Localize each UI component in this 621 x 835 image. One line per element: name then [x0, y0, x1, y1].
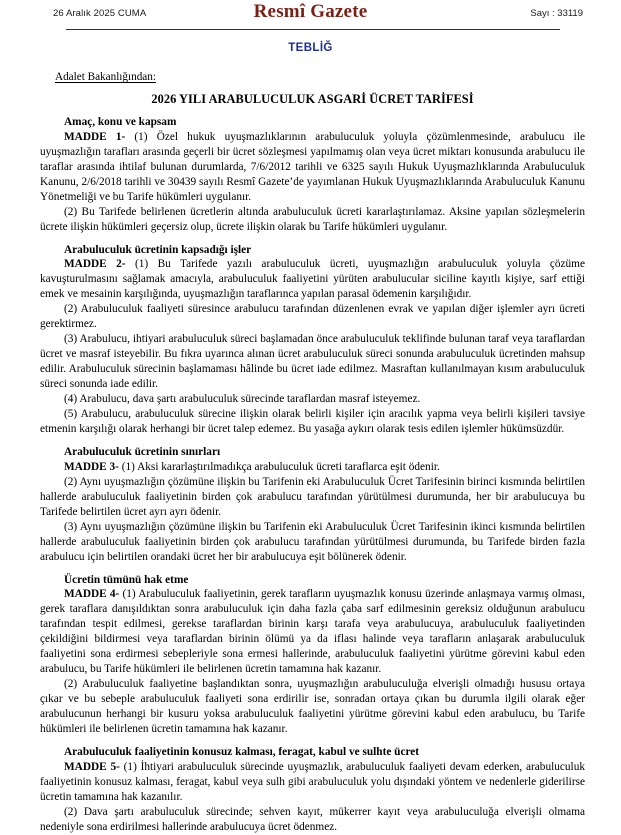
article-number: MADDE 1-: [64, 130, 126, 143]
masthead: [20, 0, 601, 26]
document-title: 2026 YILI ARABULUCULUK ASGARİ ÜCRET TARİFESİ: [151, 92, 474, 106]
issuer-line: [40, 54, 585, 85]
article-number: MADDE 2-: [64, 258, 126, 271]
paragraph: (2) Bu Tarifede belirlenen ücretlerin altında arabuluculuk ücreti kararlaştırılamaz. Aksine yapılan sözleşmelerin ücrete ilişkin hükümleri geçersiz olup, ücrete ilişkin olarak bu Tarife hükümleri uygulanır.: [40, 205, 585, 233]
article-number: MADDE 5-: [64, 760, 120, 773]
paragraph: (3) Arabulucu, ihtiyari arabuluculuk süreci başlamadan önce arabuluculuk teklifinde bulunan taraf veya taraflardan ücret ve masraf isteyebilir. Bu fıkra uyarınca alınan ücret arabuluculuk süreci sonunda arabuluculuk ücretinden mahsup edilir. Arabuluculuk sürecinin başlamaması hâlinde bu ücret iade edilmez. Masraftan kullanılmayan kısım arabuluculuk süreci sonunda iade edilir.: [40, 333, 585, 391]
paragraph: (4) Arabulucu, dava şartı arabuluculuk sürecinde taraflardan masraf isteyemez.: [64, 393, 421, 406]
article-heading: Arabuluculuk ücretinin sınırları: [64, 445, 221, 458]
paragraph: MADDE 5- (1) İhtiyari arabuluculuk sürecinde uyuşmazlık, arabuluculuk faaliyeti devam ederken, arabuluculuk faaliyetinin konusuz kalması, feragat, kabul veya sulh gibi arabuluculuk yolu dışındaki yöntem ve nedenlerle giderilirse ücretin tamamına hak kazanılır.: [40, 760, 585, 803]
article-heading: Arabuluculuk ücretinin kapsadığı işler: [64, 243, 252, 256]
publication-date: 26 Aralık 2025 CUMA: [53, 8, 147, 19]
paragraph: (2) Dava şartı arabuluculuk sürecinde; sehven kayıt, mükerrer kayıt veya arabuluculuğa elverişli olmama nedeniyle sona erdirilmesi hallerinde arabulucuya ücret ödenmez.: [40, 805, 585, 833]
paragraph: MADDE 2- (1) Bu Tarifede yazılı arabuluculuk ücreti, uyuşmazlığın arabuluculuk yoluyla çözüme kavuşturulmasını sağlamak amacıyla, arabuluculuk faaliyetini yürüten arabulucular siciline kayıtlı kişiye, sarf ettiği emek ve mesainin karşılığında, uyuşmazlığın taraflarınca yapılan parasal ödemenin karşılığıdır.: [40, 258, 585, 301]
article-heading: Ücretin tümünü hak etme: [64, 573, 189, 586]
issue-number: Sayı : 33119: [530, 8, 583, 19]
paragraph: (2) Arabuluculuk faaliyetine başlandıktan sonra, uyuşmazlığın arabuluculuğa elverişli olmadığı hususu ortaya çıkar ve bu sebeple arabuluculuk faaliyeti sona erdirilir ise, sonradan ortaya çıkan bu durumla ilgili olarak eğer arabulucunun herhangi bir kusuru yoksa arabuluculuk faaliyetini yürütme görevini kabul eden arabulucu, bu Tarife hükümleri ile belirlenen ücretin tamamına hak kazanır.: [40, 678, 585, 735]
article-heading: Arabuluculuk faaliyetinin konusuz kalması, feragat, kabul ve sulhte ücret: [64, 745, 420, 758]
gazette-title: Resmî Gazete: [253, 1, 368, 22]
issuing-authority: Adalet Bakanlığından:: [55, 71, 156, 83]
document-blocks: [40, 115, 585, 835]
paragraph: MADDE 4- (1) Arabuluculuk faaliyetinin, gerek tarafların uyuşmazlık konusu üzerinde anlaşmaya varmış olması, gerek taraflara danışıldıktan sonra arabuluculuk için daha fazla çaba sarf edilmesinin gereksiz olduğunun arabulucu tarafından tespit edilmesi, gerekse taraflardan birinin karşı tarafa veya arabulucuya, arabuluculuk faaliyetinden çekildiğini bildirmesi veya taraflardan birinin ölümü ya da iflası halinde veya tarafların anlaşarak arabuluculuk faaliyetini sona erdirmesi sebepleriyle sona ermesi hallerinde, arabuluculuk faaliyetini yürütme görevini kabul eden arabulucu, bu Tarife hükümleri ile belirlenen ücretin tamamına hak kazanır.: [40, 588, 585, 676]
article-heading: Amaç, konu ve kapsam: [64, 116, 177, 128]
paragraph: (3) Aynı uyuşmazlığın çözümüne ilişkin bu Tarifenin eki Arabuluculuk Ücret Tarifesinin ikinci kısmında belirtilen hallerde arabuluculuk faaliyetinin birden çok arabulucu tarafından yürütülmesi durumunda, bu Tarifede birden fazla arabulucu için belirtilen orandaki ücret her bir arabulucuya eşit bölünerek ödenir.: [40, 520, 585, 563]
document-body: [0, 54, 621, 835]
paragraph: (2) Arabuluculuk faaliyeti süresince arabulucu tarafından düzenlenen evrak ve yapılan diğer işlemler ayrı ücreti gerektirmez.: [40, 303, 585, 331]
paragraph: MADDE 3- (1) Aksi kararlaştırılmadıkça arabuluculuk ücreti taraflarca eşit ödenir.: [64, 460, 440, 473]
article-number: MADDE 4-: [64, 588, 120, 601]
masthead-divider: [66, 29, 560, 30]
paragraph: (2) Aynı uyuşmazlığın çözümüne ilişkin bu Tarifenin eki Arabuluculuk Ücret Tarifesinin birinci kısmında belirtilen hallerde arabuluculuk faaliyetinin birden çok arabulucu tarafından yürütülmesi durumunda, her bir arabulucuya bu Tarifede belirtilen ücret ayrı ayrı ödenir.: [40, 475, 585, 518]
article-number: MADDE 3-: [64, 460, 119, 473]
paragraph: (5) Arabulucu, arabuluculuk sürecine ilişkin olarak belirli kişiler için aracılık yapma veya belirli kişileri tavsiye etmenin karşılığı olarak herhangi bir ücret talep edemez. Bu yasağa aykırı olarak tesis edilen işlemler hükümsüzdür.: [40, 408, 585, 435]
section-label: TEBLİĞ: [288, 42, 333, 54]
paragraph: MADDE 1- (1) Özel hukuk uyuşmazlıklarının arabuluculuk yoluyla çözümlenmesinde, arabulucu ile uyuşmazlığın tarafları arasında geçerli bir ücret sözleşmesi yapılmamış olan veya ücret miktarı konusunda arabulucu ile taraflar arasında ihtilaf bulunan durumlarda, 7/6/2012 tarihli ve 6325 sayılı Hukuk Uyuşmazlıklarında Arabuluculuk Kanunu, 2/6/2018 tarihli ve 30439 sayılı Resmî Gazete’de yayımlanan Hukuk Uyuşmazlıklarında Arabuluculuk Kanunu Yönetmeliği ve bu Tarife hükümleri uygulanır.: [40, 130, 585, 203]
